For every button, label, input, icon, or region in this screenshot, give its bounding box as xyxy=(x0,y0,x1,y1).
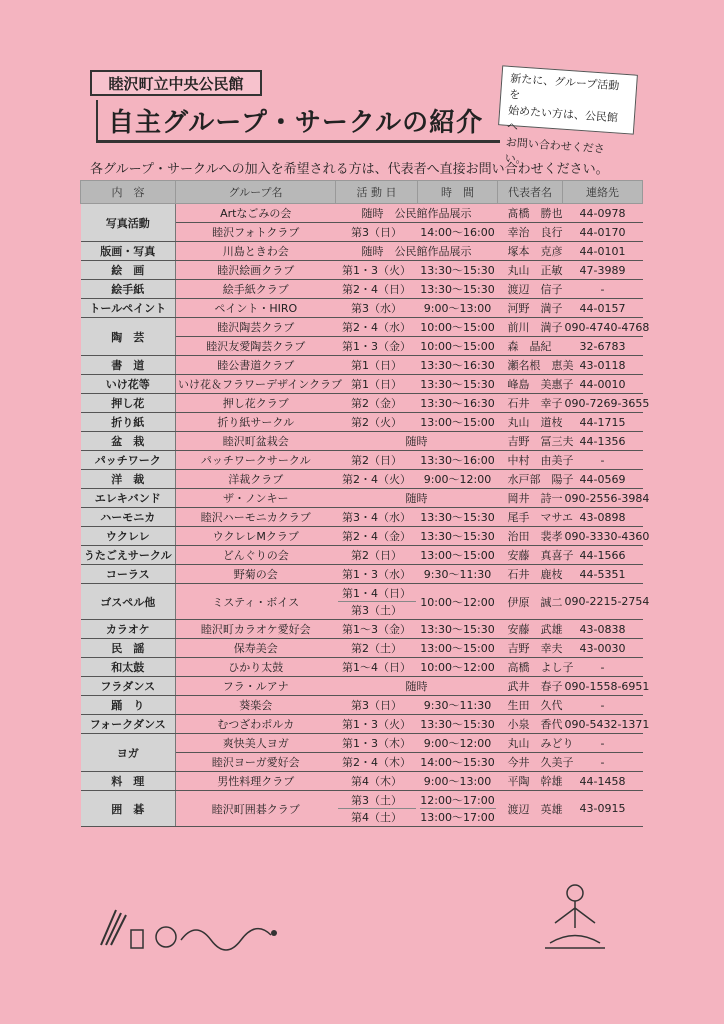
category-cell: 絵 画 xyxy=(81,261,176,280)
representative-cell: 河野 満子 xyxy=(498,299,563,318)
phone-cell: 44-0101 xyxy=(563,242,643,261)
activity-day-cell: 随時 xyxy=(336,432,498,451)
activity-day-cell: 第2（日） xyxy=(336,546,418,565)
representative-cell: 幸治 良行 xyxy=(498,223,563,242)
table-row xyxy=(81,639,643,658)
category-cell: 踊 り xyxy=(81,696,176,715)
table-row xyxy=(81,734,643,753)
time-cell: 9:30～11:30 xyxy=(418,565,498,584)
representative-cell: 丸山 正敏 xyxy=(498,261,563,280)
group-name-cell: 押し花クラブ xyxy=(176,394,336,413)
group-name-cell: 睦沢町カラオケ愛好会 xyxy=(176,620,336,639)
circle-table xyxy=(80,180,650,827)
time-cell: 13:00～15:00 xyxy=(418,546,498,565)
representative-cell: 瀬名根 恵美 xyxy=(498,356,563,375)
org-name: 睦沢町立中央公民館 xyxy=(90,70,262,96)
activity-day-cell: 第2・4（木） xyxy=(336,753,418,772)
time-cell: 13:30～15:30 xyxy=(418,620,498,639)
activity-day-cell: 第1・3（金） xyxy=(336,337,418,356)
yoga-figure-icon xyxy=(530,878,620,958)
col-header: 内 容 xyxy=(81,181,176,204)
representative-cell: 吉野 冨三夫 xyxy=(498,432,563,451)
representative-cell: 武井 春子 xyxy=(498,677,563,696)
table-row xyxy=(81,261,643,280)
time-cell: 10:00～15:00 xyxy=(418,318,498,337)
category-cell: 和太鼓 xyxy=(81,658,176,677)
category-cell: トールペイント xyxy=(81,299,176,318)
time-cell: 9:00～13:00 xyxy=(418,772,498,791)
col-header: 代表者名 xyxy=(498,181,563,204)
activity-day-cell: 第2・4（日） xyxy=(336,280,418,299)
time-cell: 13:30～16:30 xyxy=(418,356,498,375)
table-row xyxy=(81,696,643,715)
time-cell: 13:30～15:30 xyxy=(418,280,498,299)
table-row xyxy=(81,318,643,337)
phone-cell: 47-3989 xyxy=(563,261,643,280)
activity-day-cell: 第1・3（水） xyxy=(336,565,418,584)
phone-cell: - xyxy=(563,753,643,772)
group-name-cell: 野菊の会 xyxy=(176,565,336,584)
activity-day-cell: 第2（日） xyxy=(336,451,418,470)
notice-line: 始めたい方は、公民館へ xyxy=(506,103,619,134)
category-cell: ゴスペル他 xyxy=(81,584,176,620)
time-cell: 10:00～12:00 xyxy=(418,658,498,677)
table-row xyxy=(81,489,643,508)
group-name-cell: ペイント・HIRO xyxy=(176,299,336,318)
phone-cell: 43-0915 xyxy=(563,791,643,827)
day-line: 第4（土） xyxy=(338,808,416,825)
table-row xyxy=(81,242,643,261)
table-row xyxy=(81,299,643,318)
time-cell: 10:00～12:00 xyxy=(418,584,498,620)
category-cell: 折り紙 xyxy=(81,413,176,432)
phone-cell: 090-2215-2754 xyxy=(563,584,643,620)
phone-cell: - xyxy=(563,696,643,715)
group-name-cell: ミスティ・ボイス xyxy=(176,584,336,620)
table-row xyxy=(81,791,643,827)
table-row xyxy=(81,394,643,413)
representative-cell: 渡辺 信子 xyxy=(498,280,563,299)
representative-cell: 平陶 幹雄 xyxy=(498,772,563,791)
group-name-cell: 折り紙サークル xyxy=(176,413,336,432)
activity-day-cell xyxy=(336,791,418,827)
representative-cell: 尾手 マサエ xyxy=(498,508,563,527)
category-cell: 料 理 xyxy=(81,772,176,791)
representative-cell: 石井 幸子 xyxy=(498,394,563,413)
activity-day-cell: 随時 xyxy=(336,489,498,508)
table-row xyxy=(81,432,643,451)
category-cell: ウクレレ xyxy=(81,527,176,546)
day-line: 第3（土） xyxy=(351,794,402,807)
phone-cell: 44-5351 xyxy=(563,565,643,584)
phone-cell: 44-0170 xyxy=(563,223,643,242)
activity-day-cell: 第2（土） xyxy=(336,639,418,658)
table-row xyxy=(81,356,643,375)
representative-cell: 前川 満子 xyxy=(498,318,563,337)
table-row xyxy=(81,772,643,791)
representative-cell: 今井 久美子 xyxy=(498,753,563,772)
phone-cell: 43-0838 xyxy=(563,620,643,639)
time-cell xyxy=(418,791,498,827)
phone-cell: - xyxy=(563,451,643,470)
table-body xyxy=(81,204,650,827)
activity-day-cell: 第2・4（水） xyxy=(336,318,418,337)
activity-day-cell: 第1（日） xyxy=(336,375,418,394)
category-cell: 押し花 xyxy=(81,394,176,413)
table-row xyxy=(81,280,643,299)
phone-cell: 32-6783 xyxy=(563,337,643,356)
time-cell: 14:00～15:30 xyxy=(418,753,498,772)
representative-cell: 高橋 よし子 xyxy=(498,658,563,677)
group-name-cell: むつざわポルカ xyxy=(176,715,336,734)
representative-cell: 丸山 道枝 xyxy=(498,413,563,432)
time-line: 13:00～17:00 xyxy=(420,808,496,825)
phone-cell: - xyxy=(563,280,643,299)
time-cell: 14:00～16:00 xyxy=(418,223,498,242)
phone-cell: 44-0978 xyxy=(563,204,643,223)
activity-day-cell: 第1・3（火） xyxy=(336,261,418,280)
phone-cell: 090-7269-3655 xyxy=(563,394,643,413)
activity-day-cell: 第3（水） xyxy=(336,299,418,318)
category-cell: エレキバンド xyxy=(81,489,176,508)
category-cell: 写真活動 xyxy=(81,204,176,242)
group-name-cell: 男性料理クラブ xyxy=(176,772,336,791)
time-cell: 9:30～11:30 xyxy=(418,696,498,715)
group-name-cell: パッチワークサークル xyxy=(176,451,336,470)
group-name-cell: Artなごみの会 xyxy=(176,204,336,223)
time-cell: 9:00～12:00 xyxy=(418,734,498,753)
activity-day-cell: 随時 公民館作品展示 xyxy=(336,204,498,223)
phone-cell: 44-0157 xyxy=(563,299,643,318)
time-cell: 10:00～15:00 xyxy=(418,337,498,356)
col-header: 時 間 xyxy=(418,181,498,204)
representative-cell: 岡井 詩一 xyxy=(498,489,563,508)
representative-cell: 小泉 香代 xyxy=(498,715,563,734)
phone-cell: 44-1458 xyxy=(563,772,643,791)
group-name-cell: ザ・ノンキー xyxy=(176,489,336,508)
time-cell: 13:30～16:00 xyxy=(418,451,498,470)
time-cell: 13:30～15:30 xyxy=(418,261,498,280)
group-name-cell: 保寿美会 xyxy=(176,639,336,658)
group-name-cell: ひかり太鼓 xyxy=(176,658,336,677)
phone-cell: 44-0569 xyxy=(563,470,643,489)
group-name-cell: 睦沢ハーモニカクラブ xyxy=(176,508,336,527)
category-cell: フォークダンス xyxy=(81,715,176,734)
group-name-cell: 睦沢陶芸クラブ xyxy=(176,318,336,337)
notice-line: 新たに、グループ活動を xyxy=(508,71,620,102)
page-title: 自主グループ・サークルの紹介 xyxy=(96,100,500,143)
group-name-cell: 爽快美人ヨガ xyxy=(176,734,336,753)
activity-day-cell: 第1・3（火） xyxy=(336,715,418,734)
category-cell: いけ花等 xyxy=(81,375,176,394)
day-line: 第3（土） xyxy=(338,601,416,618)
representative-cell: 髙橋 勝也 xyxy=(498,204,563,223)
lead-text: 各グループ・サークルへの加入を希望される方は、代表者へ直接お問い合わせください。 xyxy=(90,162,609,177)
table-row xyxy=(81,375,643,394)
table-row xyxy=(81,413,643,432)
phone-cell: - xyxy=(563,734,643,753)
representative-cell: 吉野 幸夫 xyxy=(498,639,563,658)
activity-day-cell: 第1～3（金） xyxy=(336,620,418,639)
table-row xyxy=(81,546,643,565)
representative-cell: 治田 裴孝 xyxy=(498,527,563,546)
phone-cell: 090-3330-4360 xyxy=(563,527,643,546)
table-row xyxy=(81,658,643,677)
representative-cell: 伊原 誠二 xyxy=(498,584,563,620)
time-line: 12:00～17:00 xyxy=(420,794,495,807)
activity-day-cell: 随時 公民館作品展示 xyxy=(336,242,498,261)
category-cell: ヨガ xyxy=(81,734,176,772)
category-cell: 民 謡 xyxy=(81,639,176,658)
table-row xyxy=(81,715,643,734)
group-name-cell: 睦沢ヨーガ愛好会 xyxy=(176,753,336,772)
category-cell: コーラス xyxy=(81,565,176,584)
representative-cell: 石井 鹿枝 xyxy=(498,565,563,584)
phone-cell: 44-1566 xyxy=(563,546,643,565)
phone-cell: 090-1558-6951 xyxy=(563,677,643,696)
category-cell: 書 道 xyxy=(81,356,176,375)
group-name-cell: 葵楽会 xyxy=(176,696,336,715)
activity-day-cell: 随時 xyxy=(336,677,498,696)
representative-cell: 中村 由美子 xyxy=(498,451,563,470)
activity-day-cell xyxy=(336,584,418,620)
activity-day-cell: 第4（木） xyxy=(336,772,418,791)
phone-cell: 44-1356 xyxy=(563,432,643,451)
activity-day-cell: 第2・4（火） xyxy=(336,470,418,489)
activity-day-cell: 第2（金） xyxy=(336,394,418,413)
group-name-cell: フラ・ルアナ xyxy=(176,677,336,696)
drawing-icon xyxy=(96,905,296,955)
time-cell: 13:30～15:30 xyxy=(418,527,498,546)
group-name-cell: 睦沢フォトクラブ xyxy=(176,223,336,242)
representative-cell: 生田 久代 xyxy=(498,696,563,715)
activity-day-cell: 第2・4（金） xyxy=(336,527,418,546)
group-name-cell: どんぐりの会 xyxy=(176,546,336,565)
activity-day-cell: 第3（日） xyxy=(336,223,418,242)
category-cell: 絵手紙 xyxy=(81,280,176,299)
representative-cell: 渡辺 英雄 xyxy=(498,791,563,827)
table-row xyxy=(81,527,643,546)
table-row xyxy=(81,584,643,620)
category-cell: カラオケ xyxy=(81,620,176,639)
time-cell: 13:00～15:00 xyxy=(418,413,498,432)
group-name-cell: いけ花＆フラワーデザインクラブ xyxy=(176,375,336,394)
phone-cell: 43-0898 xyxy=(563,508,643,527)
representative-cell: 塚本 克彦 xyxy=(498,242,563,261)
group-name-cell: 洋裁クラブ xyxy=(176,470,336,489)
category-cell: うたごえサークル xyxy=(81,546,176,565)
col-header: 活 動 日 xyxy=(336,181,418,204)
category-cell: 版画・写真 xyxy=(81,242,176,261)
table-header-row xyxy=(81,181,643,204)
group-name-cell: 睦沢友愛陶芸クラブ xyxy=(176,337,336,356)
category-cell: ハーモニカ xyxy=(81,508,176,527)
notice-box xyxy=(498,65,638,167)
activity-day-cell: 第3・4（水） xyxy=(336,508,418,527)
activity-day-cell: 第1（日） xyxy=(336,356,418,375)
time-cell: 13:30～15:30 xyxy=(418,508,498,527)
time-cell: 13:30～16:30 xyxy=(418,394,498,413)
group-name-cell: 睦沢町囲碁クラブ xyxy=(176,791,336,827)
notice-line: お問い合わせください。 xyxy=(504,135,606,167)
phone-cell: 090-4740-4768 xyxy=(563,318,643,337)
table-row xyxy=(81,620,643,639)
activity-day-cell: 第1・3（木） xyxy=(336,734,418,753)
representative-cell: 丸山 みどり xyxy=(498,734,563,753)
table-row xyxy=(81,204,643,223)
group-name-cell: 睦公書道クラブ xyxy=(176,356,336,375)
representative-cell: 安藤 武雄 xyxy=(498,620,563,639)
category-cell: パッチワーク xyxy=(81,451,176,470)
group-name-cell: ウクレレMクラブ xyxy=(176,527,336,546)
category-cell: フラダンス xyxy=(81,677,176,696)
activity-day-cell: 第1～4（日） xyxy=(336,658,418,677)
activity-day-cell: 第2（火） xyxy=(336,413,418,432)
phone-cell: 090-2556-3984 xyxy=(563,489,643,508)
category-cell: 囲 碁 xyxy=(81,791,176,827)
group-name-cell: 絵手紙クラブ xyxy=(176,280,336,299)
phone-cell: 44-1715 xyxy=(563,413,643,432)
table-row xyxy=(81,508,643,527)
category-cell: 陶 芸 xyxy=(81,318,176,356)
time-cell: 13:30～15:30 xyxy=(418,715,498,734)
col-header: 連絡先 xyxy=(563,181,643,204)
day-line: 第1・4（日） xyxy=(342,587,411,600)
group-name-cell: 睦沢絵画クラブ xyxy=(176,261,336,280)
phone-cell: 43-0118 xyxy=(563,356,643,375)
time-cell: 13:30～15:30 xyxy=(418,375,498,394)
category-cell: 盆 栽 xyxy=(81,432,176,451)
group-name-cell: 川島ときわ会 xyxy=(176,242,336,261)
phone-cell: 44-0010 xyxy=(563,375,643,394)
phone-cell: - xyxy=(563,658,643,677)
representative-cell: 安藤 真喜子 xyxy=(498,546,563,565)
phone-cell: 090-5432-1371 xyxy=(563,715,643,734)
category-cell: 洋 裁 xyxy=(81,470,176,489)
time-cell: 13:00～15:00 xyxy=(418,639,498,658)
table-row xyxy=(81,565,643,584)
time-cell: 9:00～13:00 xyxy=(418,299,498,318)
representative-cell: 峰島 美惠子 xyxy=(498,375,563,394)
representative-cell: 森 晶紀 xyxy=(498,337,563,356)
table-row xyxy=(81,470,643,489)
col-header: グループ名 xyxy=(176,181,336,204)
activity-day-cell: 第3（日） xyxy=(336,696,418,715)
table-row xyxy=(81,451,643,470)
phone-cell: 43-0030 xyxy=(563,639,643,658)
time-cell: 9:00～12:00 xyxy=(418,470,498,489)
group-name-cell: 睦沢町盆栽会 xyxy=(176,432,336,451)
table-row xyxy=(81,677,643,696)
representative-cell: 水戸部 陽子 xyxy=(498,470,563,489)
